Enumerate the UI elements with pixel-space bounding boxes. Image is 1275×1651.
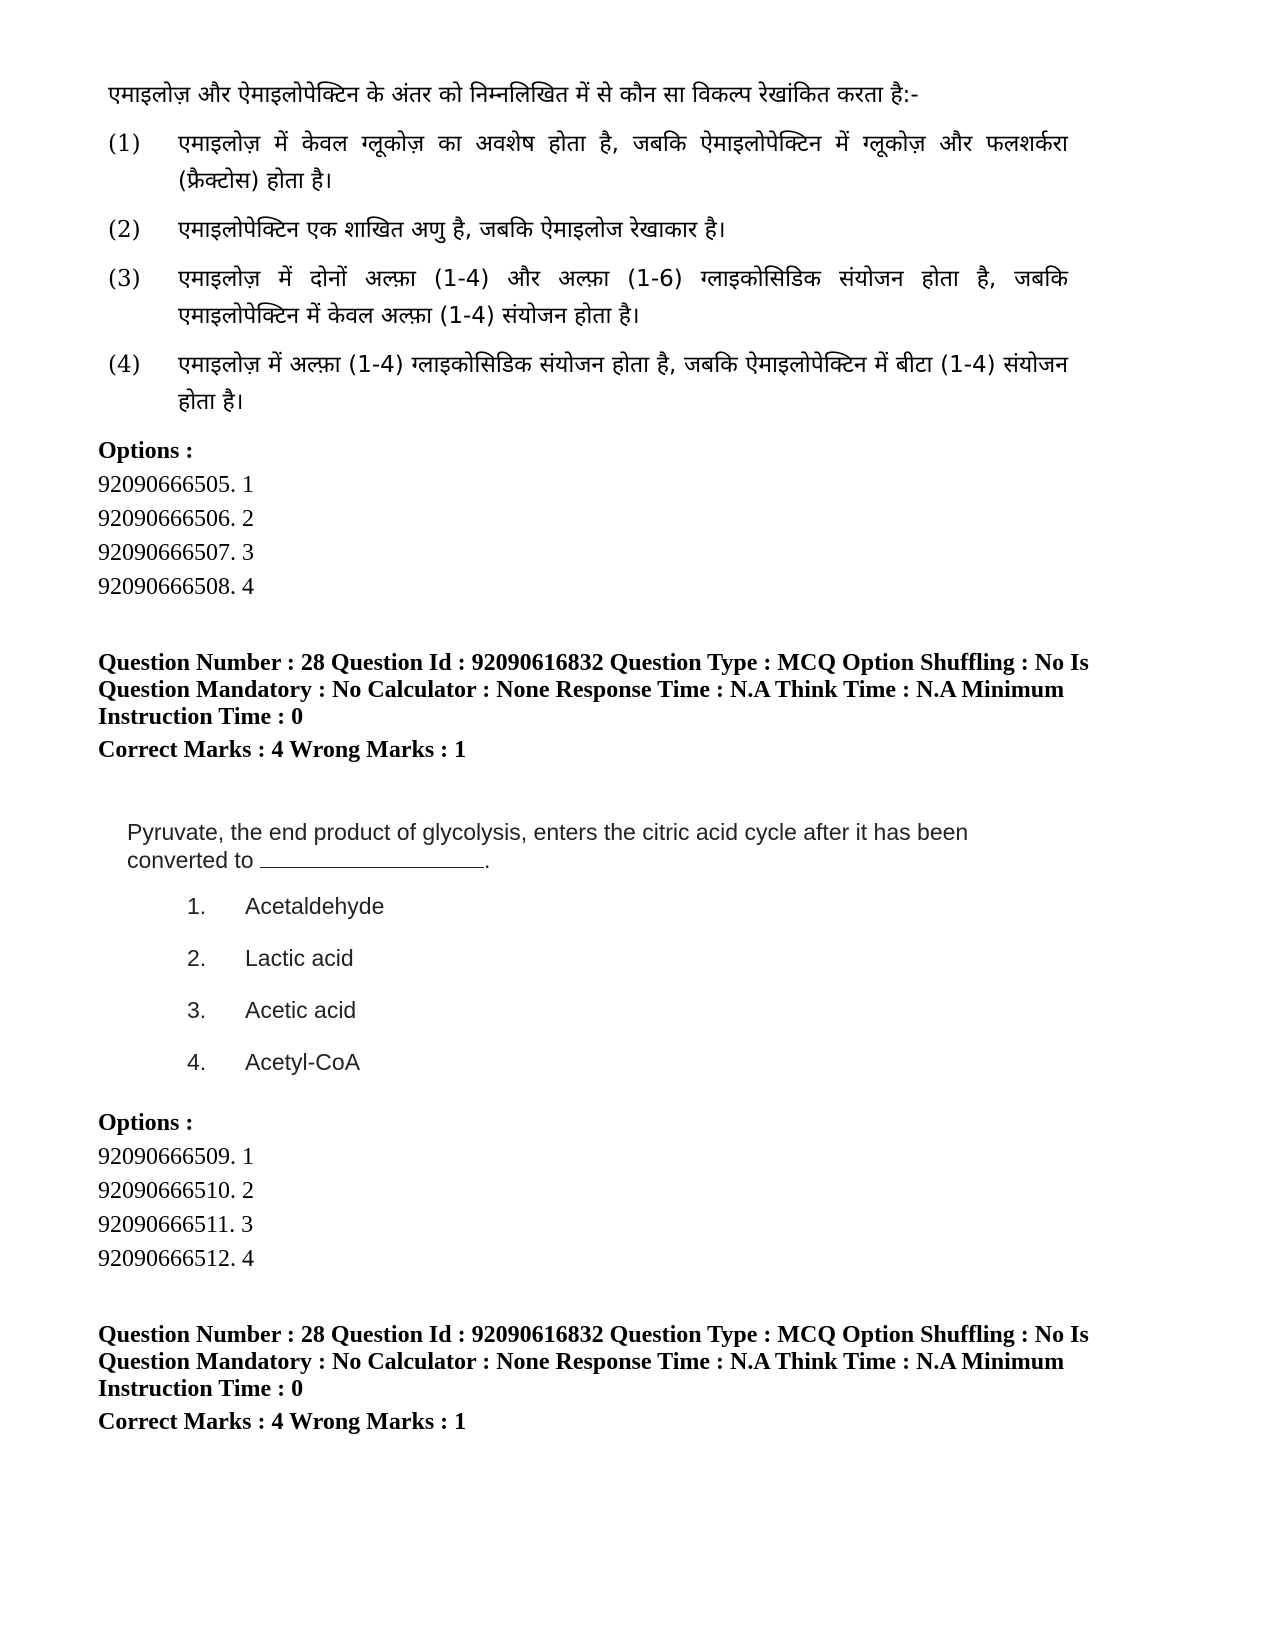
options-heading: Options :: [98, 1110, 194, 1136]
option-number: (1): [108, 131, 141, 157]
option-text: एमाइलोज़ में दोनों अल्फ़ा (1-4) और अल्फ़ा (1-6) ग्लाइकोसिडिक संयोजन होता है, जबकि एमाइलोपेक्टिन में केवल अल्फ़ा (1-4) संयोजन होता है।: [178, 266, 1068, 329]
option-number: (2): [108, 217, 141, 243]
english-option-1: [187, 893, 384, 920]
option-number: 1.: [187, 893, 207, 919]
english-option-2: [187, 945, 354, 972]
hindi-option-4: [108, 347, 1068, 421]
question-meta: Question Number : 28 Question Id : 92090616832 Question Type : MCQ Option Shuffling : No Is Question Mandatory : No Calculator : None Response Time : N.A Think Time : N.A Minimum Instruction Time : 0: [98, 1322, 1089, 1402]
option-text: एमाइलोपेक्टिन एक शाखित अणु है, जबकि ऐमाइलोज रेखाकार है।: [178, 217, 726, 243]
hindi-question-block: [108, 78, 1068, 433]
option-number: 3.: [187, 997, 207, 1023]
question-meta: Question Number : 28 Question Id : 92090616832 Question Type : MCQ Option Shuffling : No Is Question Mandatory : No Calculator : None Response Time : N.A Think Time : N.A Minimum Instruction Time : 0: [98, 650, 1089, 730]
english-option-4: [187, 1049, 360, 1076]
option-id: 92090666512. 4: [98, 1246, 254, 1272]
option-text: Lactic acid: [245, 945, 354, 971]
option-id: 92090666506. 2: [98, 506, 254, 532]
hindi-option-2: [108, 212, 1068, 249]
option-number: 2.: [187, 945, 207, 971]
option-id: 92090666508. 4: [98, 574, 254, 600]
option-id: 92090666507. 3: [98, 540, 254, 566]
stem-period: .: [483, 847, 491, 873]
hindi-option-1: [108, 126, 1068, 200]
option-number: 4.: [187, 1049, 207, 1075]
options-heading: Options :: [98, 438, 194, 464]
question-stem: [127, 818, 1027, 874]
option-text: एमाइलोज़ में केवल ग्लूकोज़ का अवशेष होता है, जबकि ऐमाइलोपेक्टिन में ग्लूकोज़ और फलशर्करा (फ्रैक्टोस) होता है।: [178, 131, 1068, 194]
question-marks: Correct Marks : 4 Wrong Marks : 1: [98, 737, 467, 763]
option-id: 92090666511. 3: [98, 1212, 254, 1238]
english-option-3: [187, 997, 356, 1024]
hindi-option-3: [108, 261, 1068, 335]
option-id: 92090666510. 2: [98, 1178, 254, 1204]
option-number: (4): [108, 352, 141, 378]
option-text: Acetic acid: [245, 997, 357, 1023]
option-text: Acetyl-CoA: [245, 1049, 361, 1075]
answer-blank: [260, 847, 484, 868]
option-number: (3): [108, 266, 141, 292]
option-text: Acetaldehyde: [245, 893, 385, 919]
option-id: 92090666509. 1: [98, 1144, 254, 1170]
option-id: 92090666505. 1: [98, 472, 254, 498]
option-text: एमाइलोज़ में अल्फ़ा (1-4) ग्लाइकोसिडिक संयोजन होता है, जबकि ऐमाइलोपेक्टिन में बीटा (1-4) संयोजन होता है।: [178, 352, 1068, 415]
question-stem: एमाइलोज़ और ऐमाइलोपेक्टिन के अंतर को निम्नलिखित में से कौन सा विकल्प रेखांकित करता है:-: [108, 82, 919, 108]
question-marks: Correct Marks : 4 Wrong Marks : 1: [98, 1409, 467, 1435]
question-stem-text: Pyruvate, the end product of glycolysis, enters the citric acid cycle after it has been converted to: [127, 819, 969, 873]
